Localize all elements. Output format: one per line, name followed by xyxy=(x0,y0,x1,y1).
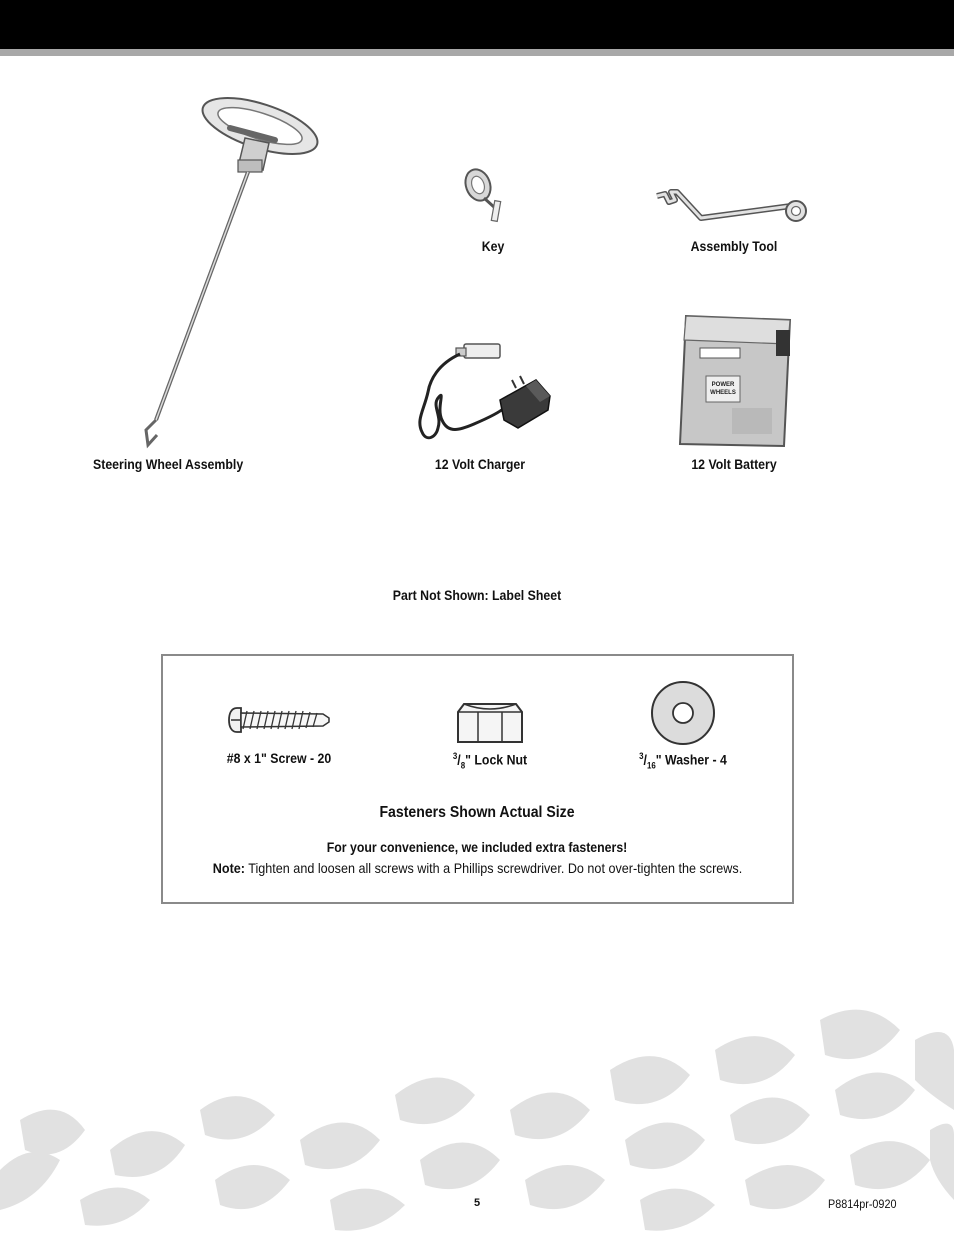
washer-fraction-num: 3 xyxy=(639,751,644,761)
fasteners-title: Fasteners Shown Actual Size xyxy=(379,804,575,821)
washer-icon xyxy=(650,680,716,746)
lock-nut-fraction-num: 3 xyxy=(452,751,458,761)
page-number: 5 xyxy=(473,1197,481,1209)
battery-brand-line2: WHEELS xyxy=(710,390,736,396)
battery-brand-line1: POWER xyxy=(711,382,735,388)
note-text: Tighten and loosen all screws with a Phillips screwdriver. Do not over-tighten the screws. xyxy=(244,860,743,876)
screw-icon xyxy=(227,706,331,734)
washer-fraction-den: 16 xyxy=(646,760,656,771)
battery-label: 12 Volt Battery xyxy=(691,456,777,472)
note-label: Note: xyxy=(212,860,245,876)
lock-nut-icon xyxy=(456,700,524,746)
lock-nut-label: $^3/_8$" Lock Nut xyxy=(452,751,528,771)
lock-nut-text: " Lock Nut xyxy=(465,751,528,768)
document-code: P8814pr-0920 xyxy=(828,1197,897,1211)
fasteners-box xyxy=(161,654,794,904)
part-not-shown-note: Part Not Shown: Label Sheet xyxy=(392,587,562,603)
battery-icon xyxy=(672,310,800,450)
washer-text: " Washer - 4 xyxy=(655,751,727,768)
charger-label: 12 Volt Charger xyxy=(434,456,526,472)
header-rule xyxy=(0,49,954,56)
steering-wheel-illustration xyxy=(135,98,325,453)
key-label: Key xyxy=(481,238,505,254)
charger-icon xyxy=(408,340,558,452)
assembly-tool-icon xyxy=(653,190,813,235)
steering-wheel-label: Steering Wheel Assembly xyxy=(93,456,244,472)
lock-nut-fraction-den: 8 xyxy=(460,760,466,771)
extra-fasteners-note: For your convenience, we included extra fasteners! xyxy=(326,839,628,855)
header-bar xyxy=(0,0,954,49)
washer-label: $^3/_{16}$" Washer - 4 xyxy=(639,751,727,771)
screwdriver-note xyxy=(194,860,760,876)
screw-label: #8 x 1" Screw - 20 xyxy=(226,750,332,766)
assembly-tool-label: Assembly Tool xyxy=(690,238,778,254)
key-icon xyxy=(460,165,510,230)
